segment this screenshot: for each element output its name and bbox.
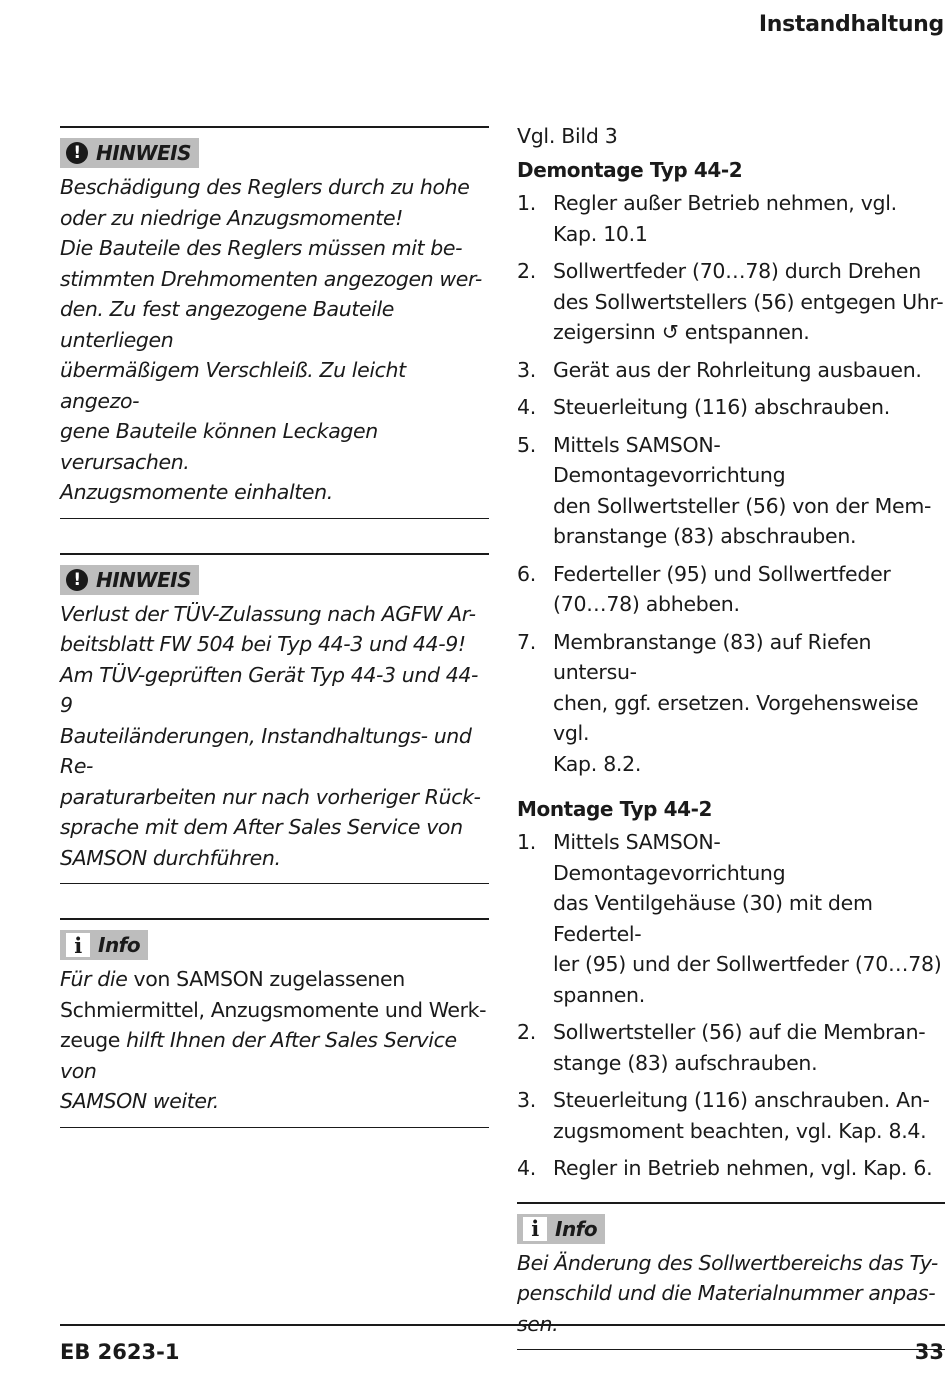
step-text [553, 1017, 945, 1078]
text-line: Mittels SAMSON-Demontagevorrichtung [553, 830, 786, 885]
document-id: EB 2623-1 [60, 1340, 180, 1364]
notice-label: HINWEIS [96, 141, 191, 165]
text-line: Schmiermittel, Anzugsmomente und Werk- [60, 997, 487, 1022]
text-italic: hilft Ihnen der After Sales Service von [60, 1028, 457, 1083]
step-text [553, 355, 945, 386]
step-text [553, 627, 945, 780]
text-line: stimmten Drehmomenten angezogen wer- [60, 266, 482, 291]
text-line: Federteller (95) und Sollwertfeder [553, 561, 891, 586]
text-line: zeigersinn ↺ entspannen. [553, 320, 810, 344]
step-text [553, 430, 945, 552]
step-item [517, 355, 945, 386]
text-line: Mittels SAMSON-Demontagevorrichtung [553, 432, 786, 487]
text-line: Kap. 8.2. [553, 751, 642, 776]
text-line: spannen. [553, 982, 645, 1007]
step-text [553, 256, 945, 348]
step-number: 3. [517, 1088, 536, 1112]
info-tag [517, 1214, 605, 1244]
notice-tag [60, 138, 199, 168]
text-line: Die Bauteile des Reglers müssen mit be- [60, 236, 463, 260]
info-label: Info [555, 1216, 598, 1241]
right-column [517, 120, 945, 1350]
text-line: SAMSON weiter. [60, 1089, 219, 1113]
text-line: zugsmoment beachten, vgl. Kap. 8.4. [553, 1118, 927, 1143]
text-line: chen, ggf. ersetzen. Vorgehensweise vgl. [553, 690, 919, 745]
step-text [553, 392, 945, 423]
step-item [517, 1017, 945, 1078]
text-line: Verlust der TÜV-Zulassung nach AGFW Ar- [60, 601, 476, 626]
step-number: 4. [517, 395, 536, 419]
info-icon: i [523, 1217, 547, 1241]
text-line: übermäßigem Verschleiß. Zu leicht angezo- [60, 358, 406, 413]
text-normal: von SAMSON zugelassenen [127, 967, 405, 991]
step-item [517, 392, 945, 423]
demontage-steps [517, 188, 945, 779]
step-number: 5. [517, 432, 536, 457]
info-box-setpoint [517, 1202, 945, 1351]
step-number: 1. [517, 830, 536, 854]
text-line: beitsblatt FW 504 bei Typ 44-3 und 44-9! [60, 632, 466, 656]
step-item [517, 559, 945, 620]
section-title: Instandhaltung [758, 12, 944, 37]
exclamation-icon: ! [66, 569, 88, 591]
figure-reference: Vgl. Bild 3 [517, 124, 618, 148]
text-line: den Sollwertsteller (56) von der Mem- [553, 493, 932, 518]
info-icon: i [66, 933, 90, 957]
step-item [517, 430, 945, 552]
notice-box-torque [60, 126, 489, 519]
step-number: 7. [517, 629, 536, 654]
exclamation-icon: ! [66, 142, 88, 164]
notice-label: HINWEIS [96, 567, 191, 592]
step-item [517, 827, 945, 1010]
text-line: Gerät aus der Rohrleitung ausbauen. [553, 357, 922, 382]
text-line: des Sollwertstellers (56) entgegen Uhr- [553, 289, 944, 314]
text-line: Kap. 10.1 [553, 221, 648, 246]
text-line: gene Bauteile können Leckagen verursachen. [60, 419, 378, 474]
text-line: Sollwertfeder (70…78) durch Drehen [553, 259, 921, 283]
text-line: paraturarbeiten nur nach vorheriger Rück- [60, 784, 481, 809]
text-line: oder zu niedrige Anzugsmomente! [60, 205, 403, 230]
footer-rule [60, 1324, 945, 1326]
notice-tag [60, 565, 199, 595]
text-line: (70…78) abheben. [553, 592, 740, 616]
text-line: Beschädigung des Reglers durch zu hohe [60, 175, 470, 199]
text-line: Steuerleitung (116) anschrauben. An- [553, 1088, 930, 1112]
step-number: 1. [517, 191, 536, 215]
text-line: Sollwertsteller (56) auf die Membran- [553, 1020, 926, 1044]
text-line: branstange (83) abschrauben. [553, 524, 857, 548]
info-text [60, 964, 489, 1117]
text-normal: zeuge [60, 1028, 120, 1052]
step-text [553, 1153, 945, 1184]
step-number: 3. [517, 357, 536, 382]
text-line: den. Zu fest angezogene Bauteile unterliegen [60, 297, 394, 352]
demontage-heading: Demontage Typ 44-2 [517, 158, 743, 182]
step-number: 4. [517, 1156, 536, 1180]
notice-text [60, 172, 489, 508]
step-number: 2. [517, 259, 536, 283]
text-line: sprache mit dem After Sales Service von [60, 815, 463, 839]
text-line: Membranstange (83) auf Riefen untersu- [553, 629, 872, 684]
text-line: Anzugsmomente einhalten. [60, 480, 333, 504]
text-line [60, 1025, 489, 1086]
text-line: sen. [517, 1311, 559, 1336]
text-line: penschild und die Materialnummer anpas- [517, 1281, 936, 1305]
text-line: stange (83) aufschrauben. [553, 1050, 818, 1075]
step-item [517, 188, 945, 249]
page-number: 33 [914, 1340, 944, 1364]
step-item [517, 256, 945, 348]
montage-steps [517, 827, 945, 1184]
text-line: Regler in Betrieb nehmen, vgl. Kap. 6. [553, 1156, 933, 1180]
info-box-lubricants [60, 918, 489, 1128]
step-text [553, 559, 945, 620]
text-line [60, 964, 489, 995]
step-number: 6. [517, 561, 536, 586]
text-line: Regler außer Betrieb nehmen, vgl. [553, 191, 897, 215]
step-text [553, 188, 945, 249]
text-line: das Ventilgehäuse (30) mit dem Federtel- [553, 891, 873, 946]
text-italic: Für die [60, 967, 128, 991]
text-line: Am TÜV-geprüften Gerät Typ 44-3 und 44-9 [60, 662, 478, 717]
step-text [553, 1085, 945, 1146]
step-item [517, 627, 945, 780]
step-item [517, 1085, 945, 1146]
info-tag [60, 930, 148, 960]
text-line: ler (95) und der Sollwertfeder (70…78) [553, 952, 942, 976]
text-line: Steuerleitung (116) abschrauben. [553, 395, 890, 419]
step-number: 2. [517, 1020, 536, 1044]
text-line: SAMSON durchführen. [60, 845, 281, 870]
text-line: Bauteiländerungen, Instandhaltungs- und Re- [60, 723, 472, 778]
step-text [553, 827, 945, 1010]
notice-text [60, 599, 489, 874]
notice-box-tuev [60, 553, 489, 885]
info-label: Info [98, 933, 141, 957]
left-column [60, 126, 489, 1128]
text-line: Bei Änderung des Sollwertbereichs das Ty- [517, 1250, 938, 1275]
montage-heading: Montage Typ 44-2 [517, 797, 713, 821]
step-item [517, 1153, 945, 1184]
